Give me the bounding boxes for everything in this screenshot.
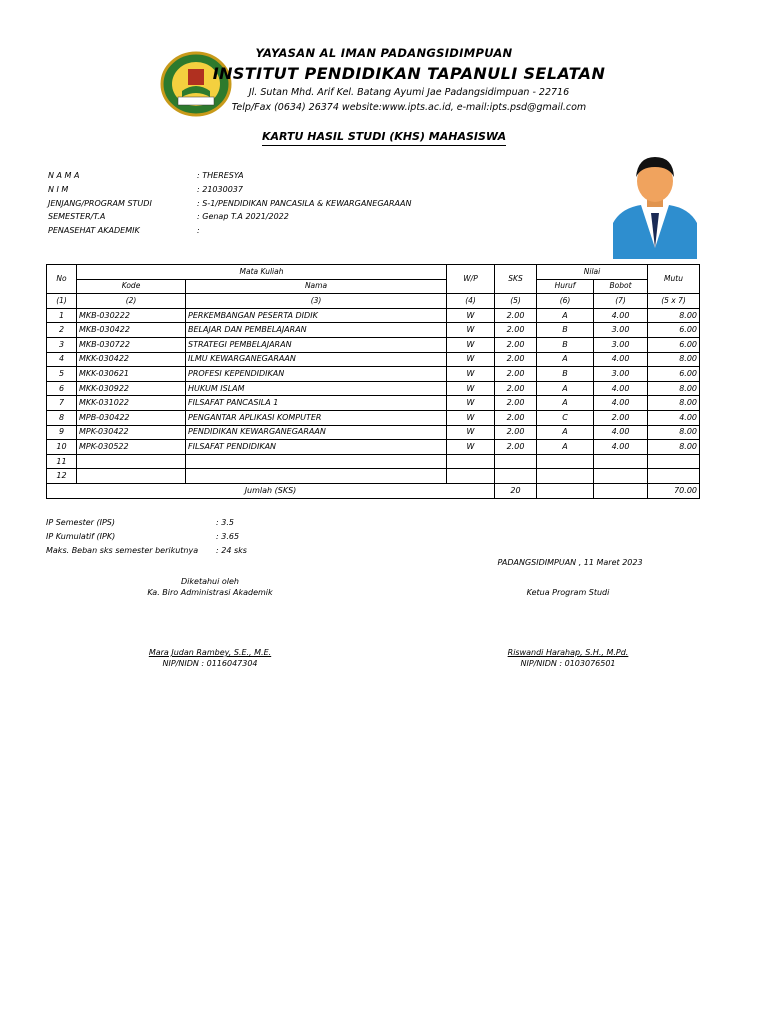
course-credits xyxy=(495,454,537,469)
grade-weight: 3.00 xyxy=(594,367,648,382)
grade-weight: 3.00 xyxy=(594,337,648,352)
course-type: W xyxy=(447,337,495,352)
course-credits: 2.00 xyxy=(495,381,537,396)
grade-weight: 4.00 xyxy=(594,381,648,396)
program-value: : S-1/PENDIDIKAN PANCASILA & KEWARGANEGARAAN xyxy=(197,199,412,208)
row-number: 10 xyxy=(47,440,77,455)
course-credits: 2.00 xyxy=(495,337,537,352)
total-row xyxy=(47,483,700,498)
nim-value: : 21030037 xyxy=(197,185,243,194)
course-code: MKK-030922 xyxy=(77,381,186,396)
left-signer-role: Ka. Biro Administrasi Akademik xyxy=(147,588,273,597)
course-code: MPK-030522 xyxy=(77,440,186,455)
course-name: BELAJAR DAN PEMBELAJARAN xyxy=(186,323,447,338)
grade-points: 6.00 xyxy=(648,337,700,352)
grade-points: 8.00 xyxy=(648,381,700,396)
course-name: PERKEMBANGAN PESERTA DIDIK xyxy=(186,308,447,323)
course-name xyxy=(186,469,447,484)
row-number: 8 xyxy=(47,410,77,425)
ips-label: IP Semester (IPS) xyxy=(46,518,116,527)
total-sks: 20 xyxy=(495,483,537,498)
course-code: MPK-030422 xyxy=(77,425,186,440)
row-number: 4 xyxy=(47,352,77,367)
letter-grade: A xyxy=(537,352,594,367)
letter-grade: B xyxy=(537,367,594,382)
course-type: W xyxy=(447,381,495,396)
known-by: Diketahui oleh xyxy=(181,577,239,586)
grade-weight xyxy=(594,454,648,469)
table-row xyxy=(47,323,700,338)
grade-points: 6.00 xyxy=(648,323,700,338)
table-row xyxy=(47,469,700,484)
table-row xyxy=(47,352,700,367)
grade-points: 8.00 xyxy=(648,308,700,323)
letter-grade: A xyxy=(537,308,594,323)
name-label: N A M A xyxy=(48,171,80,180)
grade-weight: 4.00 xyxy=(594,308,648,323)
header-code: Kode xyxy=(77,279,186,294)
grade-points: 8.00 xyxy=(648,396,700,411)
row-number: 2 xyxy=(47,323,77,338)
table-row xyxy=(47,396,700,411)
grade-points: 8.00 xyxy=(648,425,700,440)
right-signer-name: Riswandi Harahap, S.H., M.Pd. xyxy=(507,648,629,657)
grade-weight: 4.00 xyxy=(594,440,648,455)
letter-grade: A xyxy=(537,425,594,440)
column-index: (5 x 7) xyxy=(648,294,700,309)
column-index: (6) xyxy=(537,294,594,309)
grade-weight: 2.00 xyxy=(594,410,648,425)
grade-points: 8.00 xyxy=(648,440,700,455)
advisor-label: PENASEHAT AKADEMIK xyxy=(48,226,140,235)
column-index: (2) xyxy=(77,294,186,309)
grade-points: 8.00 xyxy=(648,352,700,367)
table-row xyxy=(47,308,700,323)
left-signer-name: Mara Judan Rambey, S.E., M.E. xyxy=(148,648,272,657)
header-course-name: Nama xyxy=(186,279,447,294)
row-number: 3 xyxy=(47,337,77,352)
row-number: 5 xyxy=(47,367,77,382)
course-name: FILSAFAT PANCASILA 1 xyxy=(186,396,447,411)
total-mutu: 70.00 xyxy=(648,483,700,498)
course-code xyxy=(77,469,186,484)
course-type: W xyxy=(447,308,495,323)
course-credits: 2.00 xyxy=(495,367,537,382)
course-type: W xyxy=(447,323,495,338)
table-row xyxy=(47,381,700,396)
course-name: HUKUM ISLAM xyxy=(186,381,447,396)
institution-name: INSTITUT PENDIDIKAN TAPANULI SELATAN xyxy=(212,64,606,83)
header-letter: Huruf xyxy=(537,279,594,294)
course-credits: 2.00 xyxy=(495,308,537,323)
letter-grade xyxy=(537,469,594,484)
column-index: (1) xyxy=(47,294,77,309)
course-type: W xyxy=(447,396,495,411)
table-row xyxy=(47,454,700,469)
table-row xyxy=(47,367,700,382)
letter-grade: B xyxy=(537,337,594,352)
institution-address: Jl. Sutan Mhd. Arif Kel. Batang Ayumi Jae Padangsidimpuan - 22716 xyxy=(248,87,570,98)
letter-grade: A xyxy=(537,381,594,396)
course-credits: 2.00 xyxy=(495,396,537,411)
grade-weight: 3.00 xyxy=(594,323,648,338)
column-index: (7) xyxy=(594,294,648,309)
header-grade: Nilai xyxy=(537,265,648,280)
course-code: MKB-030722 xyxy=(77,337,186,352)
letter-grade xyxy=(537,454,594,469)
name-value: : THERESYA xyxy=(197,171,244,180)
course-credits xyxy=(495,469,537,484)
course-name: ILMU KEWARGANEGARAAN xyxy=(186,352,447,367)
header-weight: Bobot xyxy=(594,279,648,294)
header-mutu: Mutu xyxy=(648,265,700,294)
course-code: MKB-030422 xyxy=(77,323,186,338)
place-date: PADANGSIDIMPUAN , 11 Maret 2023 xyxy=(497,558,643,567)
letter-grade: C xyxy=(537,410,594,425)
grade-weight: 4.00 xyxy=(594,396,648,411)
max-load-value: : 24 sks xyxy=(216,546,247,555)
right-signer-role: Ketua Program Studi xyxy=(526,588,610,597)
course-name: PROFESI KEPENDIDIKAN xyxy=(186,367,447,382)
grade-points xyxy=(648,454,700,469)
course-name: FILSAFAT PENDIDIKAN xyxy=(186,440,447,455)
ipk-label: IP Kumulatif (IPK) xyxy=(46,532,116,541)
letter-grade: A xyxy=(537,396,594,411)
advisor-value: : xyxy=(197,226,200,235)
row-number: 1 xyxy=(47,308,77,323)
student-photo xyxy=(611,153,699,259)
course-name: STRATEGI PEMBELAJARAN xyxy=(186,337,447,352)
course-type xyxy=(447,469,495,484)
row-number: 12 xyxy=(47,469,77,484)
grade-weight: 4.00 xyxy=(594,425,648,440)
table-row xyxy=(47,425,700,440)
grade-points: 4.00 xyxy=(648,410,700,425)
grade-weight xyxy=(594,469,648,484)
course-credits: 2.00 xyxy=(495,352,537,367)
total-label: Jumlah (SKS) xyxy=(47,483,495,498)
row-number: 6 xyxy=(47,381,77,396)
table-row xyxy=(47,337,700,352)
header-no: No xyxy=(47,265,77,294)
ips-value: : 3.5 xyxy=(216,518,234,527)
course-credits: 2.00 xyxy=(495,440,537,455)
grade-points: 6.00 xyxy=(648,367,700,382)
semester-label: SEMESTER/T.A xyxy=(48,212,106,221)
institution-contact: Telp/Fax (0634) 26374 website:www.ipts.ac.id, e-mail:ipts.psd@gmail.com xyxy=(231,102,587,113)
letter-grade: B xyxy=(537,323,594,338)
course-type: W xyxy=(447,367,495,382)
header-wp: W/P xyxy=(447,265,495,294)
letter-grade: A xyxy=(537,440,594,455)
course-code xyxy=(77,454,186,469)
right-signer-id: NIP/NIDN : 0103076501 xyxy=(520,659,616,668)
course-code: MKK-031022 xyxy=(77,396,186,411)
course-name xyxy=(186,454,447,469)
course-type xyxy=(447,454,495,469)
row-number: 7 xyxy=(47,396,77,411)
course-type: W xyxy=(447,425,495,440)
column-index: (5) xyxy=(495,294,537,309)
table-row xyxy=(47,410,700,425)
course-type: W xyxy=(447,352,495,367)
course-name: PENGANTAR APLIKASI KOMPUTER xyxy=(186,410,447,425)
course-credits: 2.00 xyxy=(495,323,537,338)
ipk-value: : 3.65 xyxy=(216,532,240,541)
header-sks: SKS xyxy=(495,265,537,294)
course-name: PENDIDIKAN KEWARGANEGARAAN xyxy=(186,425,447,440)
max-load-label: Maks. Beban sks semester berikutnya xyxy=(46,546,199,555)
header-course: Mata Kuliah xyxy=(77,265,447,280)
row-number: 11 xyxy=(47,454,77,469)
row-number: 9 xyxy=(47,425,77,440)
course-type: W xyxy=(447,440,495,455)
table-row xyxy=(47,440,700,455)
grade-points xyxy=(648,469,700,484)
grades-table xyxy=(46,264,700,499)
grade-weight: 4.00 xyxy=(594,352,648,367)
column-index: (4) xyxy=(447,294,495,309)
course-code: MKB-030222 xyxy=(77,308,186,323)
course-type: W xyxy=(447,410,495,425)
program-label: JENJANG/PROGRAM STUDI xyxy=(48,199,152,208)
course-credits: 2.00 xyxy=(495,410,537,425)
course-credits: 2.00 xyxy=(495,425,537,440)
course-code: MKK-030422 xyxy=(77,352,186,367)
column-index: (3) xyxy=(186,294,447,309)
left-signer-id: NIP/NIDN : 0116047304 xyxy=(162,659,258,668)
course-code: MPB-030422 xyxy=(77,410,186,425)
column-index-row xyxy=(47,294,700,309)
course-code: MKK-030621 xyxy=(77,367,186,382)
foundation-name: YAYASAN AL IMAN PADANGSIDIMPUAN xyxy=(255,46,513,60)
nim-label: N I M xyxy=(48,185,69,194)
semester-value: : Genap T.A 2021/2022 xyxy=(197,212,289,221)
document-title: KARTU HASIL STUDI (KHS) MAHASISWA xyxy=(262,130,506,146)
